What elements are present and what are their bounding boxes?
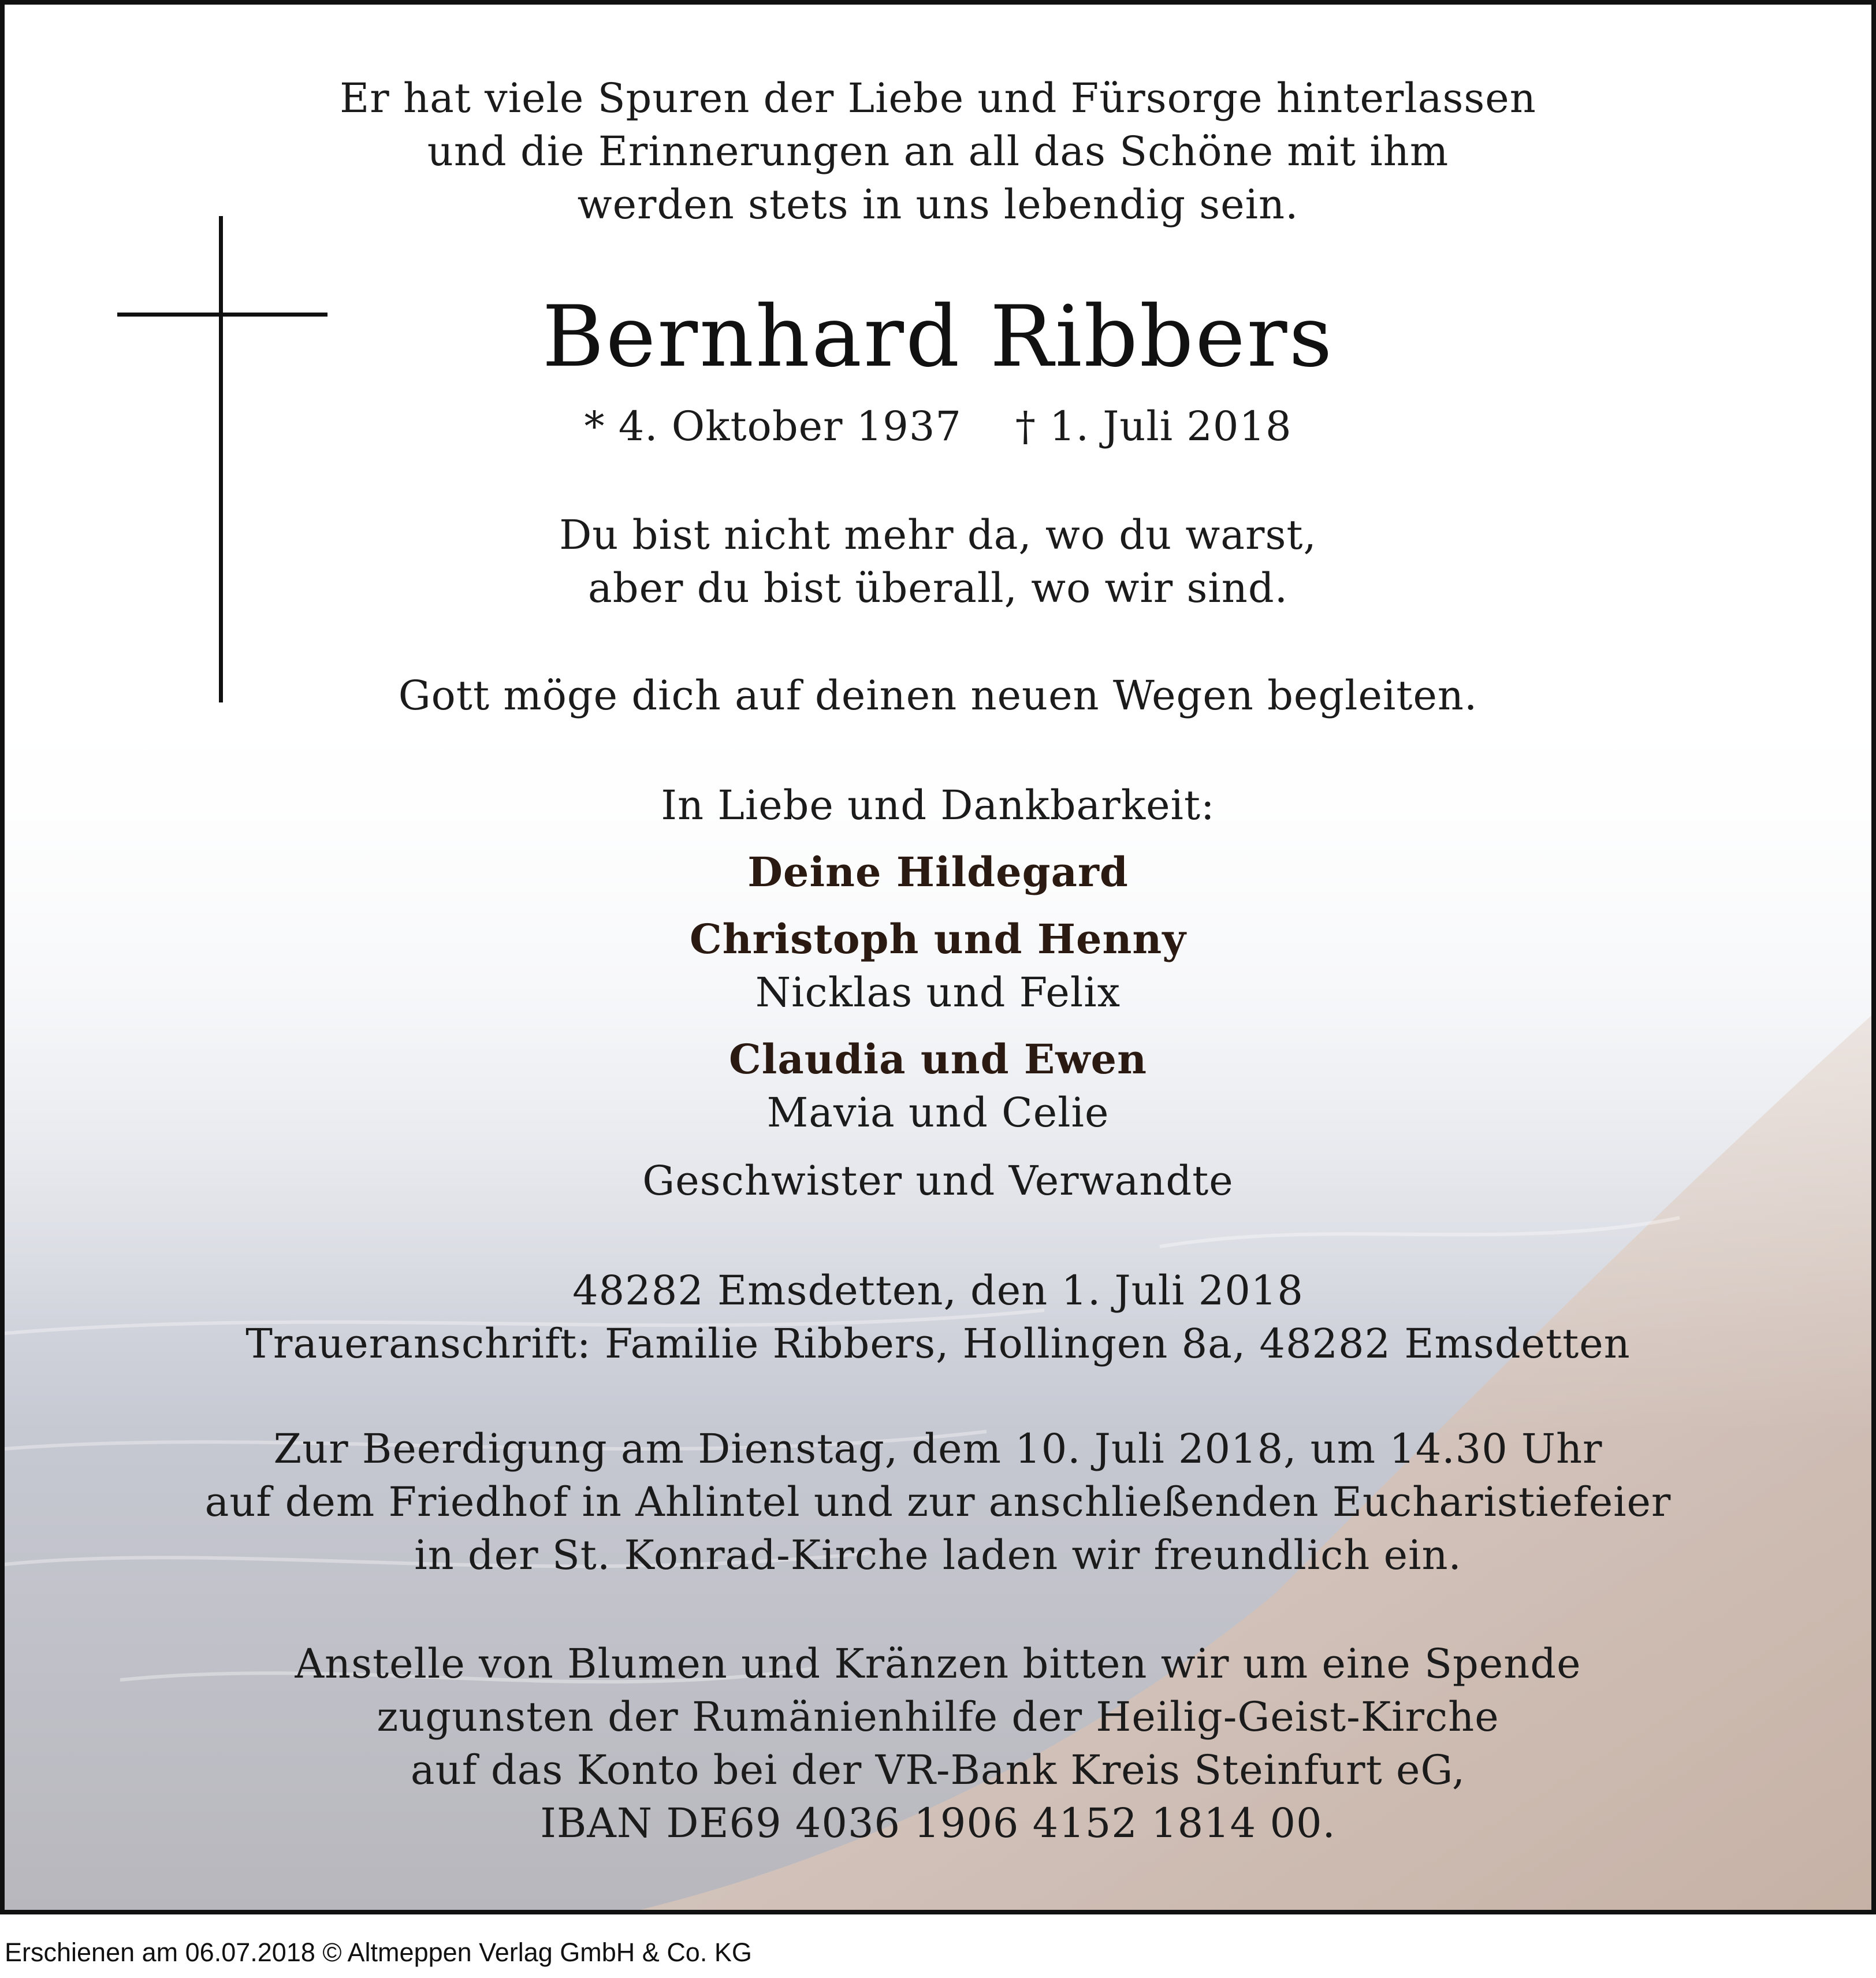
donation-line-2: zugunsten der Rumänienhilfe der Heilig-Geist-Kirche xyxy=(377,1693,1499,1741)
funeral-line-1: Zur Beerdigung am Dienstag, dem 10. Juli 2018, um 14.30 Uhr xyxy=(273,1425,1603,1473)
intro-line-1: Er hat viele Spuren der Liebe und Fürsorge hinterlassen xyxy=(340,75,1536,122)
funeral-line-3: in der St. Konrad-Kirche laden wir freundlich ein. xyxy=(414,1531,1462,1579)
mourner-family-2-children: Mavia und Celie xyxy=(766,1089,1110,1136)
publication-footer: Erschienen am 06.07.2018 © Altmeppen Verlag GmbH & Co. KG xyxy=(5,1938,752,1967)
mourner-wife: Deine Hildegard xyxy=(747,848,1129,896)
mourner-relatives: Geschwister und Verwandte xyxy=(642,1157,1234,1204)
life-dates: * 4. Oktober 1937 † 1. Juli 2018 xyxy=(584,403,1292,450)
mourner-family-1: Christoph und Henny xyxy=(690,915,1186,963)
mourner-family-2: Claudia und Ewen xyxy=(729,1035,1147,1083)
intro-line-3: werden stets in uns lebendig sein. xyxy=(577,181,1299,228)
blessing-line: Gott möge dich auf deinen neuen Wegen begleiten. xyxy=(398,672,1478,719)
donation-line-1: Anstelle von Blumen und Kränzen bitten wir um eine Spende xyxy=(295,1640,1581,1687)
mourners-heading: In Liebe und Dankbarkeit: xyxy=(661,782,1215,829)
funeral-line-2: auf dem Friedhof in Ahlintel und zur anschließenden Eucharistiefeier xyxy=(204,1478,1672,1526)
place-and-date: 48282 Emsdetten, den 1. Juli 2018 xyxy=(572,1267,1304,1314)
donation-line-3: auf das Konto bei der VR-Bank Kreis Steinfurt eG, xyxy=(410,1746,1466,1794)
verse-line-1: Du bist nicht mehr da, wo du warst, xyxy=(559,511,1317,559)
verse-line-2: aber du bist überall, wo wir sind. xyxy=(588,564,1288,612)
intro-line-2: und die Erinnerungen an all das Schöne mit ihm xyxy=(427,128,1449,175)
deceased-name: Bernhard Ribbers xyxy=(542,288,1334,386)
mourning-address: Traueranschrift: Familie Ribbers, Hollingen 8a, 48282 Emsdetten xyxy=(245,1320,1631,1367)
mourner-family-1-children: Nicklas und Felix xyxy=(755,969,1121,1016)
donation-iban: IBAN DE69 4036 1906 4152 1814 00. xyxy=(540,1799,1336,1847)
